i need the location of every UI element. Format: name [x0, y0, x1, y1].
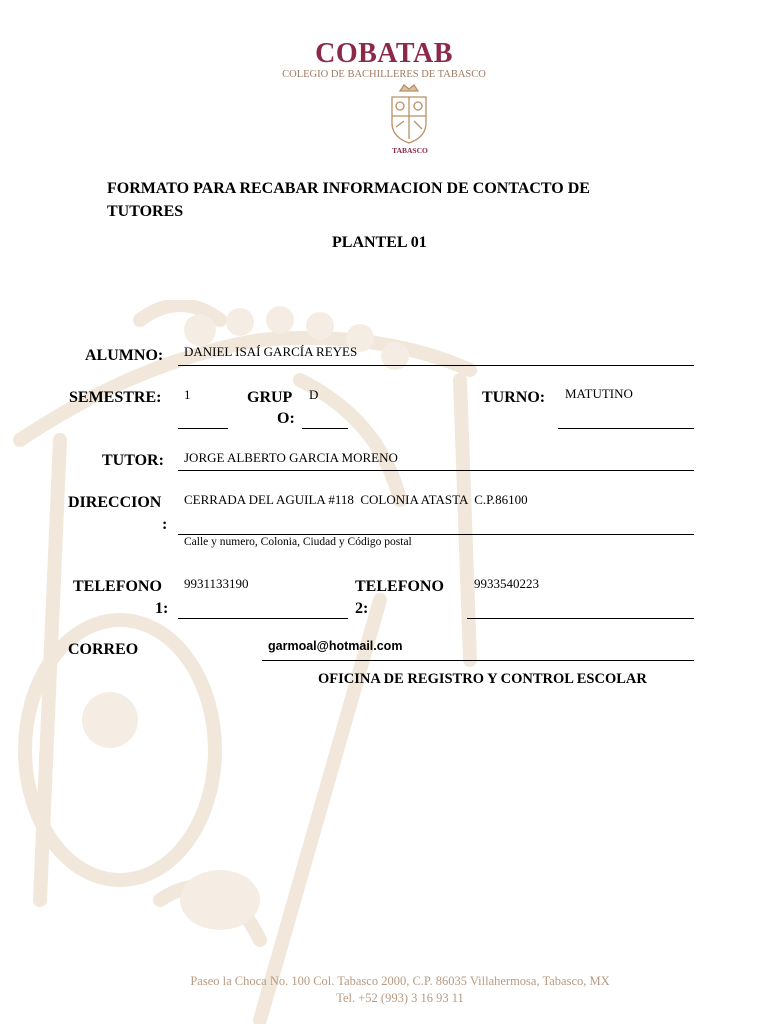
footer-address: Paseo la Choca No. 100 Col. Tabasco 2000, C.P. 86035 Villahermosa, Tabasco, MX — [190, 974, 610, 988]
telefono2-label-cont: 2: — [355, 600, 369, 617]
telefono1-line — [178, 618, 348, 619]
semestre-line — [178, 428, 228, 429]
grupo-line — [302, 428, 348, 429]
telefono1-value[interactable]: 9931133190 — [184, 576, 249, 591]
correo-label: CORREO — [68, 641, 139, 658]
correo-line — [262, 660, 694, 661]
direccion-label-cont: : — [162, 516, 168, 533]
alumno-value[interactable]: DANIEL ISAÍ GARCÍA REYES — [184, 344, 358, 359]
turno-line — [558, 428, 694, 429]
semestre-label: SEMESTRE: — [69, 389, 162, 406]
direccion-label: DIRECCION — [68, 494, 162, 511]
direccion-line — [178, 534, 694, 535]
tutor-value[interactable]: JORGE ALBERTO GARCIA MORENO — [184, 450, 398, 465]
plantel-label: PLANTEL 01 — [332, 234, 427, 251]
grupo-value[interactable]: D — [309, 387, 319, 402]
coat-of-arms-icon — [386, 83, 432, 145]
direccion-hint: Calle y numero, Colonia, Ciudad y Código postal — [184, 536, 412, 548]
telefono2-line — [467, 618, 694, 619]
direccion-value[interactable]: CERRADA DEL AGUILA #118 COLONIA ATASTA C.P.86100 — [184, 492, 528, 507]
correo-value[interactable]: garmoal@hotmail.com — [268, 639, 403, 653]
turno-value[interactable]: MATUTINO — [565, 386, 633, 401]
grupo-label: GRUP — [247, 389, 293, 406]
telefono2-label: TELEFONO — [355, 578, 444, 595]
footer-phone: Tel. +52 (993) 3 16 93 11 — [336, 991, 464, 1005]
alumno-label: ALUMNO: — [85, 347, 164, 364]
seal-caption: TABASCO — [392, 146, 428, 155]
alumno-line — [178, 365, 694, 366]
telefono1-label-cont: 1: — [155, 600, 169, 617]
office-label: OFICINA DE REGISTRO Y CONTROL ESCOLAR — [318, 671, 647, 687]
brand-name: COBATAB — [315, 38, 453, 69]
brand-subtitle: COLEGIO DE BACHILLERES DE TABASCO — [282, 69, 486, 80]
telefono2-value[interactable]: 9933540223 — [474, 576, 539, 591]
tutor-line — [178, 470, 694, 471]
turno-label: TURNO: — [482, 389, 546, 406]
semestre-value[interactable]: 1 — [184, 387, 191, 402]
grupo-label-cont: O: — [277, 410, 295, 427]
tutor-label: TUTOR: — [102, 452, 164, 469]
telefono1-label: TELEFONO — [73, 578, 162, 595]
form-title: FORMATO PARA RECABAR INFORMACION DE CONTACTO DE TUTORES — [107, 180, 590, 220]
